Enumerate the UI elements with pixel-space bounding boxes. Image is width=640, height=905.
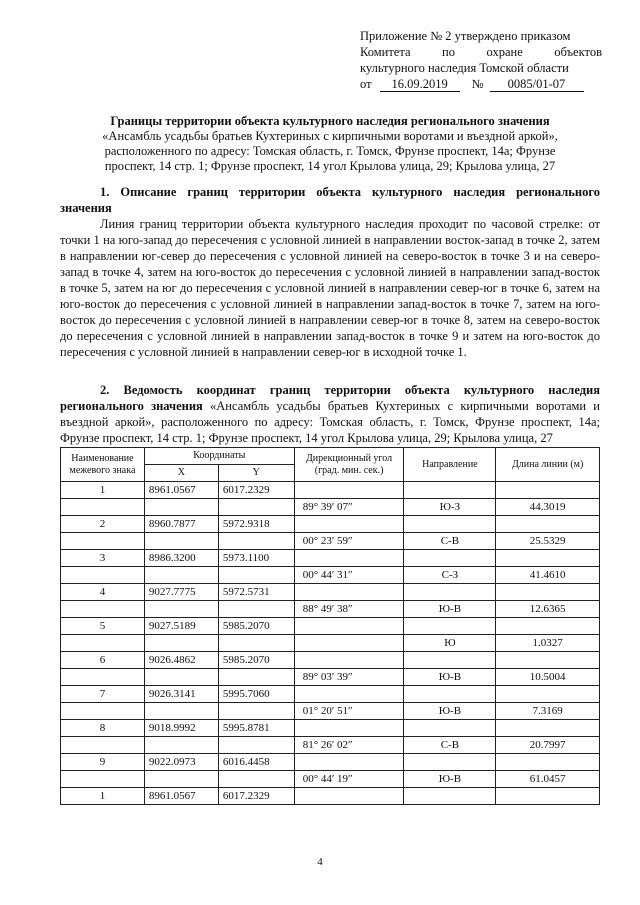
cell-direction: Ю-В <box>404 703 496 720</box>
section-2-heading-cont: регионального значения <box>60 399 203 413</box>
cell-x <box>144 499 218 516</box>
cell-direction <box>404 720 496 737</box>
cell-direction <box>404 516 496 533</box>
table-row <box>61 754 600 771</box>
approval-stamp <box>360 28 602 92</box>
cell-length: 10.5004 <box>496 669 600 686</box>
cell-y: 5972.9318 <box>218 516 294 533</box>
cell-direction <box>404 754 496 771</box>
header-coords: Координаты <box>144 448 294 465</box>
cell-point-name <box>61 567 145 584</box>
cell-x: 9027.7775 <box>144 584 218 601</box>
header-angle: Дирекционный угол (град. мин. сек.) <box>294 448 404 482</box>
cell-length: 20.7997 <box>496 737 600 754</box>
cell-length: 7.3169 <box>496 703 600 720</box>
table-row <box>61 720 600 737</box>
cell-length <box>496 652 600 669</box>
cell-point-name: 3 <box>61 550 145 567</box>
cell-length <box>496 516 600 533</box>
table-row <box>61 652 600 669</box>
cell-point-name <box>61 499 145 516</box>
order-date: 16.09.2019 <box>380 77 460 92</box>
approval-word: по <box>442 45 455 59</box>
cell-y <box>218 567 294 584</box>
header-name: Наименование межевого знака <box>61 448 145 482</box>
cell-point-name: 9 <box>61 754 145 771</box>
table-row <box>61 771 600 788</box>
table-row <box>61 737 600 754</box>
cell-angle <box>294 635 404 652</box>
cell-y <box>218 601 294 618</box>
cell-direction <box>404 584 496 601</box>
cell-y: 6016.4458 <box>218 754 294 771</box>
cell-length <box>496 720 600 737</box>
cell-x: 9018.9992 <box>144 720 218 737</box>
cell-y: 6017.2329 <box>218 482 294 499</box>
cell-length: 61.0457 <box>496 771 600 788</box>
cell-direction: С-З <box>404 567 496 584</box>
header-length: Длина линии (м) <box>496 448 600 482</box>
cell-y <box>218 703 294 720</box>
page-number: 4 <box>317 856 323 868</box>
approval-word: объектов <box>554 45 602 59</box>
cell-point-name: 5 <box>61 618 145 635</box>
cell-y: 5973.1100 <box>218 550 294 567</box>
cell-y <box>218 737 294 754</box>
cell-direction: Ю <box>404 635 496 652</box>
cell-x <box>144 771 218 788</box>
cell-y: 5985.2070 <box>218 652 294 669</box>
cell-angle <box>294 584 404 601</box>
cell-point-name: 4 <box>61 584 145 601</box>
cell-y <box>218 635 294 652</box>
section-1-heading-cont: значения <box>60 201 112 215</box>
title-main: Границы территории объекта культурного наследия регионального значения <box>110 114 550 128</box>
cell-angle: 00° 44′ 19″ <box>294 771 404 788</box>
table-row <box>61 601 600 618</box>
cell-x <box>144 737 218 754</box>
cell-y: 5985.2070 <box>218 618 294 635</box>
cell-y <box>218 771 294 788</box>
cell-length <box>496 788 600 805</box>
cell-x <box>144 635 218 652</box>
cell-direction: С-В <box>404 737 496 754</box>
cell-x: 8986.3200 <box>144 550 218 567</box>
approval-word: охране <box>486 45 523 59</box>
cell-direction <box>404 788 496 805</box>
cell-angle: 89° 03′ 39″ <box>294 669 404 686</box>
cell-x <box>144 567 218 584</box>
cell-y <box>218 533 294 550</box>
cell-x <box>144 703 218 720</box>
cell-angle <box>294 482 404 499</box>
table-row <box>61 516 600 533</box>
cell-x <box>144 533 218 550</box>
cell-length: 1.0327 <box>496 635 600 652</box>
cell-angle <box>294 720 404 737</box>
approval-line-2 <box>360 44 602 60</box>
coordinates-table <box>60 447 600 805</box>
cell-point-name <box>61 669 145 686</box>
cell-direction <box>404 652 496 669</box>
cell-length: 25.5329 <box>496 533 600 550</box>
cell-length: 44.3019 <box>496 499 600 516</box>
section-1-heading: 1. Описание границ территории объекта культурного наследия регионального <box>100 185 600 199</box>
order-number: 0085/01-07 <box>490 77 584 92</box>
cell-angle: 88° 49′ 38″ <box>294 601 404 618</box>
cell-point-name <box>61 703 145 720</box>
cell-point-name: 1 <box>61 482 145 499</box>
cell-length <box>496 550 600 567</box>
section-2-subject: «Ансамбль усадьбы братьев Кухтериных с кирпичными воротами и въездной аркой», расположенного по адресу: Томская область, г. Томск, Фрунзе проспект, 14а; Фрунзе проспект, 14 стр. 1; Фрунзе проспект, 14 угол Крылова улица, 29; Крылова улица, 27 <box>60 399 600 445</box>
table-row <box>61 669 600 686</box>
cell-x <box>144 601 218 618</box>
title-line: проспект, 14 стр. 1; Фрунзе проспект, 14 угол Крылова улица, 29; Крылова улица, 27 <box>104 159 556 173</box>
number-label: № <box>471 77 484 91</box>
table-row <box>61 703 600 720</box>
title-line: расположенного по адресу: Томская область, г. Томск, Фрунзе проспект, 14а; Фрунзе <box>104 144 556 158</box>
cell-angle: 01° 20′ 51″ <box>294 703 404 720</box>
cell-point-name <box>61 635 145 652</box>
cell-point-name: 8 <box>61 720 145 737</box>
approval-text-3: культурного наследия Томской области <box>360 61 569 75</box>
cell-angle: 00° 44′ 31″ <box>294 567 404 584</box>
table-row <box>61 635 600 652</box>
table-row <box>61 550 600 567</box>
section-2 <box>60 382 600 446</box>
cell-length <box>496 686 600 703</box>
cell-x: 9027.5189 <box>144 618 218 635</box>
cell-length: 41.4610 <box>496 567 600 584</box>
cell-point-name <box>61 771 145 788</box>
cell-point-name: 7 <box>61 686 145 703</box>
cell-x: 8961.0567 <box>144 788 218 805</box>
cell-angle: 89° 39′ 07″ <box>294 499 404 516</box>
table-row <box>61 499 600 516</box>
table-row <box>61 618 600 635</box>
cell-length: 12.6365 <box>496 601 600 618</box>
cell-point-name: 2 <box>61 516 145 533</box>
header-x: X <box>144 465 218 482</box>
table-row <box>61 482 600 499</box>
approval-word: Комитета <box>360 45 411 59</box>
table-row <box>61 584 600 601</box>
cell-y <box>218 669 294 686</box>
cell-angle: 00° 23′ 59″ <box>294 533 404 550</box>
cell-angle <box>294 550 404 567</box>
approval-line-3 <box>360 60 602 76</box>
cell-length <box>496 584 600 601</box>
cell-angle <box>294 618 404 635</box>
table-row <box>61 567 600 584</box>
from-label: от <box>360 77 372 91</box>
cell-direction: Ю-В <box>404 771 496 788</box>
cell-point-name: 1 <box>61 788 145 805</box>
table-header-row <box>61 448 600 465</box>
header-direction: Направление <box>404 448 496 482</box>
cell-angle <box>294 754 404 771</box>
header-y: Y <box>218 465 294 482</box>
cell-x: 8960.7877 <box>144 516 218 533</box>
cell-length <box>496 754 600 771</box>
cell-length <box>496 482 600 499</box>
cell-x: 9026.3141 <box>144 686 218 703</box>
cell-length <box>496 618 600 635</box>
cell-x <box>144 669 218 686</box>
title-line: «Ансамбль усадьбы братьев Кухтериных с кирпичными воротами и въездной аркой», <box>102 129 558 143</box>
approval-text-1: Приложение № 2 утверждено приказом <box>360 29 571 43</box>
approval-line-1 <box>360 28 602 44</box>
approval-order-row <box>360 76 602 92</box>
cell-direction <box>404 618 496 635</box>
table-row <box>61 686 600 703</box>
cell-x: 8961.0567 <box>144 482 218 499</box>
cell-point-name: 6 <box>61 652 145 669</box>
cell-point-name <box>61 601 145 618</box>
cell-direction: С-В <box>404 533 496 550</box>
cell-angle <box>294 788 404 805</box>
cell-direction <box>404 482 496 499</box>
cell-y: 5972.5731 <box>218 584 294 601</box>
document-title <box>60 114 600 174</box>
cell-y: 5995.8781 <box>218 720 294 737</box>
cell-direction <box>404 550 496 567</box>
cell-direction: Ю-В <box>404 669 496 686</box>
cell-x: 9026.4862 <box>144 652 218 669</box>
cell-angle <box>294 516 404 533</box>
section-1-body: Линия границ территории объекта культурного наследия проходит по часовой стрелке: от точки 1 на юго-запад до пересечения с условной линией в направлении восток-запад в точке 2, затем в направлении юг-север до пересечения с условной линией на северо-восток в точке 3 и на северо-запад в точке 4, затем на юго-восток до пересечения с условной линией в направлении запад-восток в точке 5, затем на юг до пересечения с условной линией в направлении север-юг в точке 6, затем на юго-восток до пересечения с условной линией в направлении запад-восток в точке 7, затем на юго-восток до пересечения с условной линией в направлении север-юг в точке 8, затем на северо-восток до пересечения с условной линией в направлении запад-восток в точке 9 и затем на юго-восток до пересечения с условной линией в направлении север-юг в исходной точке 1. <box>60 217 600 359</box>
table-row <box>61 533 600 550</box>
cell-point-name <box>61 737 145 754</box>
cell-x: 9022.0973 <box>144 754 218 771</box>
cell-y <box>218 499 294 516</box>
cell-direction <box>404 686 496 703</box>
table-row <box>61 788 600 805</box>
section-1 <box>60 184 600 360</box>
section-2-heading: 2. Ведомость координат границ территории объекта культурного наследия <box>100 383 600 397</box>
cell-direction: Ю-В <box>404 601 496 618</box>
cell-angle: 81° 26′ 02″ <box>294 737 404 754</box>
cell-angle <box>294 652 404 669</box>
cell-y: 6017.2329 <box>218 788 294 805</box>
cell-y: 5995.7060 <box>218 686 294 703</box>
cell-angle <box>294 686 404 703</box>
cell-point-name <box>61 533 145 550</box>
cell-direction: Ю-З <box>404 499 496 516</box>
